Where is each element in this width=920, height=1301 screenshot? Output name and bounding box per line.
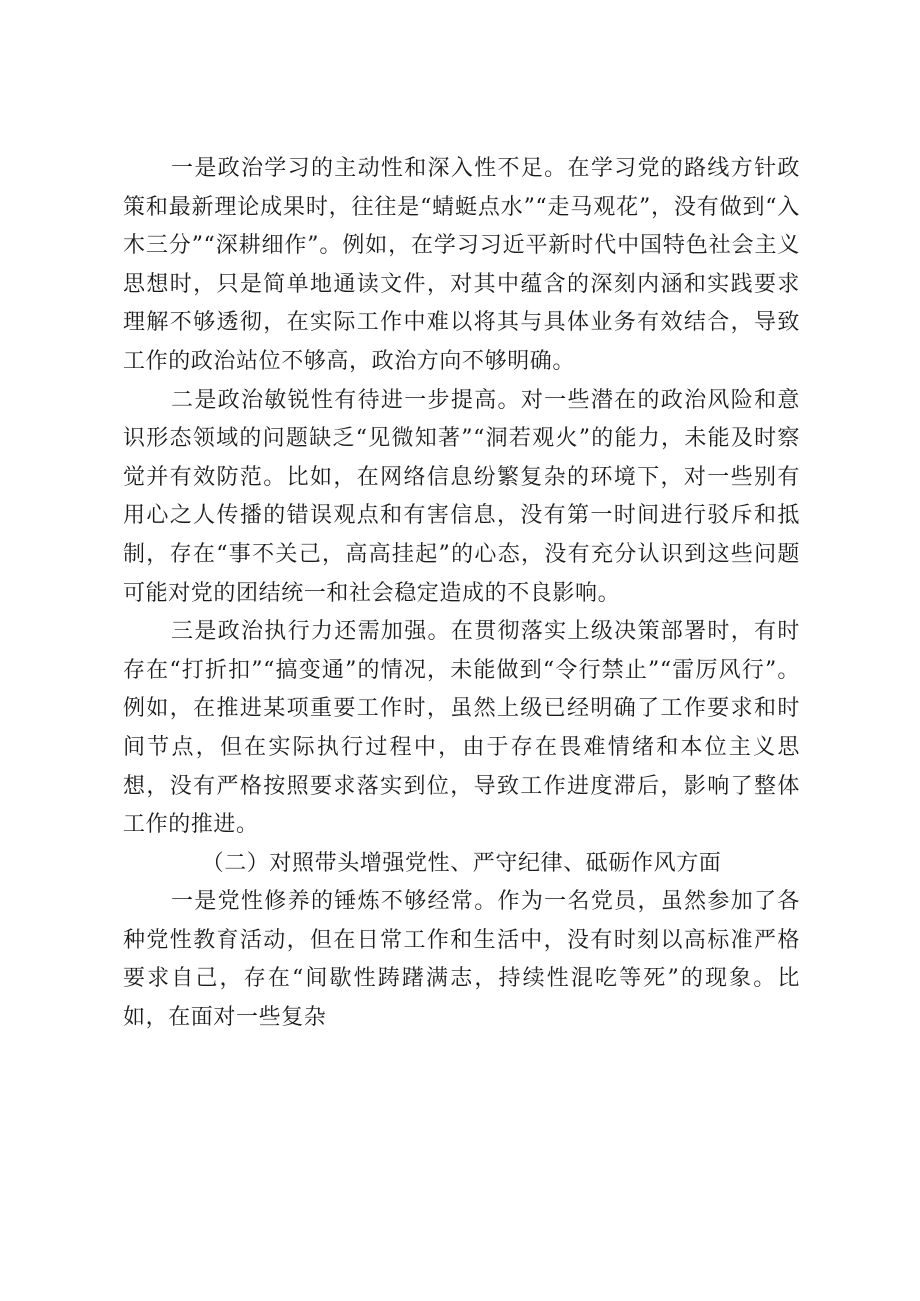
document-body: [123, 150, 800, 1038]
paragraph-party-spirit: 一是党性修养的锤炼不够经常。作为一名党员，虽然参加了各种党性教育活动，但在日常工作和生活中，没有时刻以高标准严格要求自己，存在“间歇性踌躇满志，持续性混吃等死”的现象。比如，在面对一些复杂: [123, 889, 800, 1031]
paragraph-political-execution: 三是政治执行力还需加强。在贯彻落实上级决策部署时，有时存在“打折扣”“搞变通”的情况，未能做到“令行禁止”“雷厉风行”。例如，在推进某项重要工作时，虽然上级已经明确了工作要求和时间节点，但在实际执行过程中，由于存在畏难情绪和本位主义思想，没有严格按照要求落实到位，导致工作进度滞后，影响了整体工作的推进。: [123, 619, 800, 838]
section-heading: （二）对照带头增强党性、严守纪律、砥砺作风方面: [201, 850, 722, 876]
paragraph-political-study: 一是政治学习的主动性和深入性不足。在学习党的路线方针政策和最新理论成果时，往往是“蜻蜓点水”“走马观花”，没有做到“入木三分”“深耕细作”。例如，在学习习近平新时代中国特色社会主义思想时，只是简单地通读文件，对其中蕴含的深刻内涵和实践要求理解不够透彻，在实际工作中难以将其与具体业务有效结合，导致工作的政治站位不够高，政治方向不够明确。: [123, 156, 800, 374]
paragraph-political-sensitivity: 二是政治敏锐性有待进一步提高。对一些潜在的政治风险和意识形态领域的问题缺乏“见微知著”“洞若观火”的能力，未能及时察觉并有效防范。比如，在网络信息纷繁复杂的环境下，对一些别有用心之人传播的错误观点和有害信息，没有第一时间进行驳斥和抵制，存在“事不关己，高高挂起”的心态，没有充分认识到这些问题可能对党的团结统一和社会稳定造成的不良影响。: [123, 387, 800, 606]
